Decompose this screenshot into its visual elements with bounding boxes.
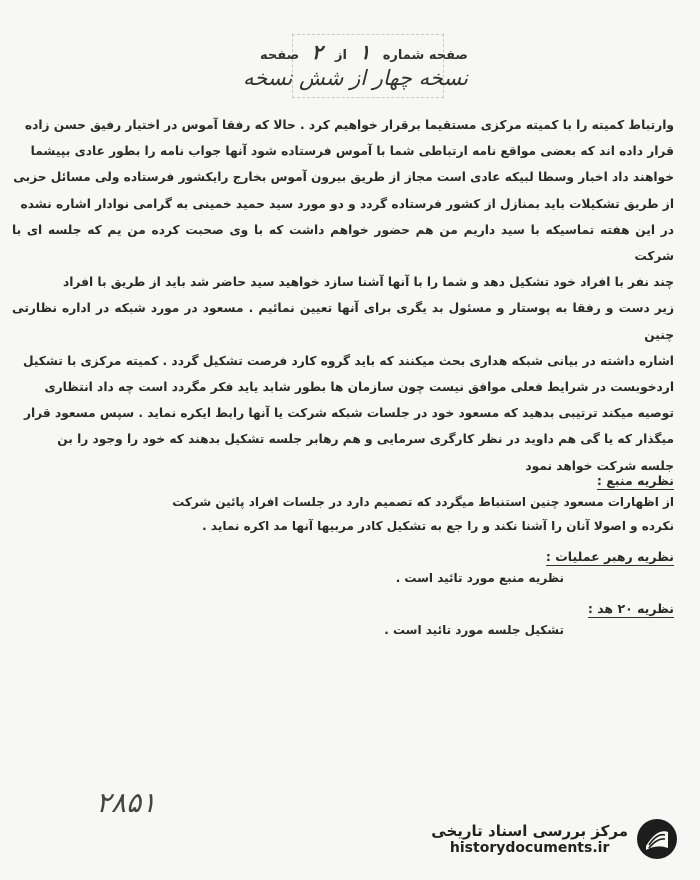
body-line: میگذار که یا گی هم داوید در نظر کارگری سرمایی و هم رهابر جلسه تشکیل بدهند که خود را وجود را بن	[57, 432, 674, 447]
page-label: صفحه شماره	[382, 48, 468, 63]
watermark-fa: مرکز بررسی اسناد تاریخی	[431, 822, 628, 840]
page-number: ۱	[359, 40, 371, 64]
section-heading: نظریه رهبر عملیات :	[545, 549, 674, 564]
section-line: از اظهارات مسعود چنین استنباط میگردد که تصمیم دارد در جلسات افراد پائین شرکت	[172, 495, 674, 509]
total-pages: ۲	[311, 40, 323, 64]
copy-note: نسخه چهار از شش نسخه	[242, 66, 468, 90]
book-logo-icon	[636, 818, 678, 860]
operations-leader-opinion-section	[24, 546, 674, 590]
document-body	[12, 112, 674, 479]
body-line: توصیه میکند ترتیبی بدهید که مسعود خود در جلسات شبکه شرکت یا آنها رابط ایکره نماید . سپس مسعود قرار	[23, 406, 674, 421]
body-line: خواهند داد اخبار وسطا لبیکه عادی است مجاز از طریق بیرون آموس بخارج رایکشور فرستاده ولی مسائل حزبی	[13, 170, 674, 185]
source-opinion-section	[24, 470, 674, 538]
body-line: وارتباط کمیته را با کمیته مرکزی مستقیما برقرار خواهیم کرد . حالا که رفقا آموس در اختیار رفیق حسن زاده	[24, 118, 674, 132]
body-line: چند نفر با افراد خود تشکیل دهد و شما را با آنها آشنا سازد خواهید سید حاضر شد باید از طریق با افراد	[62, 275, 674, 290]
section-heading: نظریه ۲۰ هد :	[587, 601, 674, 616]
of-label: از	[334, 48, 347, 63]
section-line: نظریه منبع مورد تائید است .	[395, 571, 564, 585]
section-line: نکرده و اصولا آنان را آشنا نکند و را جع به تشکیل کادر مربیها آنها مد اکره نماید .	[202, 519, 674, 533]
body-line: اردخوبست در شرایط فعلی موافق نیست چون سازمان ها بطور شابد یاید فکر مگردد است چه داد انتظاری	[44, 380, 674, 395]
watermark-en: historydocuments.ir	[449, 840, 610, 856]
section-heading: نظریه منبع :	[596, 473, 674, 488]
body-line: جلسه شرکت خواهد نمود	[525, 458, 674, 473]
body-line: از طریق تشکیلات باید بمنازل از کشور فرستاده گردد و دو مورد سید حمید خمینی به گرامی نوادار اشاره نشده	[20, 196, 674, 211]
body-line: زیر دست و رفقا به پوستار و مسئول بد یگری برای آنها تعیین نمائیم . مسعود در مورد شبکه در اداره نظارتی چنین	[12, 301, 674, 342]
handwritten-number: ۲۸۵۱	[96, 786, 157, 819]
department-opinion-section	[24, 598, 674, 642]
body-line: اشاره داشته در بیانی شبکه هداری بحث میکنند که باید گروه کارد فرصت تشکیل گردد . کمیته مرکزی با تشکیل	[22, 353, 674, 368]
page-number-line	[260, 40, 468, 64]
body-line: قرار داده اند که بعضی مواقع نامه ارتباطی شما با آموس فرستاده شود آنها جواب نامه را بطور عادی بپیشما	[30, 144, 674, 159]
body-line: در این هفته تماسیکه با سید داریم من هم حضور خواهم داشت که با وی صحبت کرده من یم که جلسه ای با شرکت	[12, 222, 674, 264]
pages-label: صفحه	[260, 48, 300, 63]
watermark-logo	[431, 818, 678, 860]
section-line: تشکیل جلسه مورد تائید است .	[384, 623, 564, 637]
